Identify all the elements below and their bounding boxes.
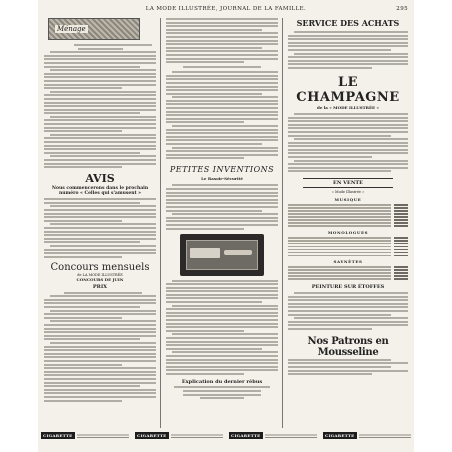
cigarette-ad — [229, 431, 317, 439]
musique-heading: MUSIQUE — [334, 197, 362, 203]
rebus-heading: Explication du dernier rébus — [181, 378, 263, 385]
column-rule — [282, 18, 283, 428]
middle-list-text — [166, 71, 278, 159]
cigarette-logo: CIGARETTE — [43, 432, 73, 438]
en-vente-subtitle: « Mode Illustrée » — [331, 190, 365, 195]
champagne-subtitle: de la « MODE ILLUSTRÉE » — [317, 104, 379, 110]
menage-label: Ménage — [57, 25, 86, 33]
service-achats-heading: SERVICE DES ACHATS — [296, 18, 400, 28]
invention-text-continued — [166, 280, 278, 375]
concours-subtitle: de LA MODE ILLUSTRÉE — [77, 272, 123, 277]
saynetes-price-list — [288, 266, 408, 280]
champagne-text — [288, 113, 408, 173]
petites-inventions-heading: PETITES INVENTIONS — [169, 165, 275, 175]
concours-text — [44, 292, 156, 402]
cigarette-logo: CIGARETTE — [137, 432, 167, 438]
left-column — [44, 18, 156, 403]
monologues-heading: MONOLOGUES — [327, 229, 369, 235]
patrons-text — [288, 359, 408, 375]
razor-illustration — [180, 234, 264, 276]
invention-name: Le Rasoir-Sécurité — [201, 176, 243, 182]
menage-text — [44, 44, 156, 168]
cigarette-ad — [323, 431, 411, 439]
cigarette-logo: CIGARETTE — [325, 432, 355, 438]
concours-results-rule — [166, 66, 278, 68]
concours-month: CONCOURS DE JUIN — [76, 276, 124, 282]
column-rule — [160, 18, 161, 428]
journal-title: LA MODE ILLUSTRÉE, JOURNAL DE LA FAMILLE. — [145, 6, 307, 12]
peinture-heading: PEINTURE SUR ÉTOFFES — [311, 283, 385, 290]
newspaper-page — [38, 0, 414, 452]
bottom-advertisements — [38, 430, 414, 440]
rebus-text — [166, 386, 278, 392]
cigarette-ad — [135, 431, 223, 439]
concours-heading: Concours mensuels — [50, 261, 150, 273]
cigarette-logo: CIGARETTE — [231, 432, 261, 438]
musique-price-list — [288, 204, 408, 226]
monologues-price-list — [288, 237, 408, 257]
prix-heading: PRIX — [92, 283, 108, 290]
avis-heading: AVIS — [85, 172, 115, 186]
middle-top-text — [166, 18, 278, 63]
patrons-heading: Nos Patrons en Mousseline — [307, 335, 389, 358]
page-header — [38, 6, 414, 14]
page-number: 295 — [396, 6, 408, 12]
saynetes-heading: SAYNÈTES — [333, 259, 363, 265]
champagne-heading: LE CHAMPAGNE — [296, 74, 400, 105]
invention-text — [166, 184, 278, 229]
peinture-text — [288, 292, 408, 330]
right-column — [288, 18, 408, 377]
menage-vignette — [48, 18, 140, 40]
service-text — [288, 31, 408, 69]
avis-lead: Nous commencerons dans le prochain numéro « Celles qui s'amusent » — [51, 186, 149, 197]
imprint — [166, 394, 278, 400]
en-vente-heading: EN VENTE — [303, 178, 393, 188]
middle-column — [166, 18, 278, 399]
cigarette-ad — [41, 431, 129, 439]
avis-text — [44, 198, 156, 258]
